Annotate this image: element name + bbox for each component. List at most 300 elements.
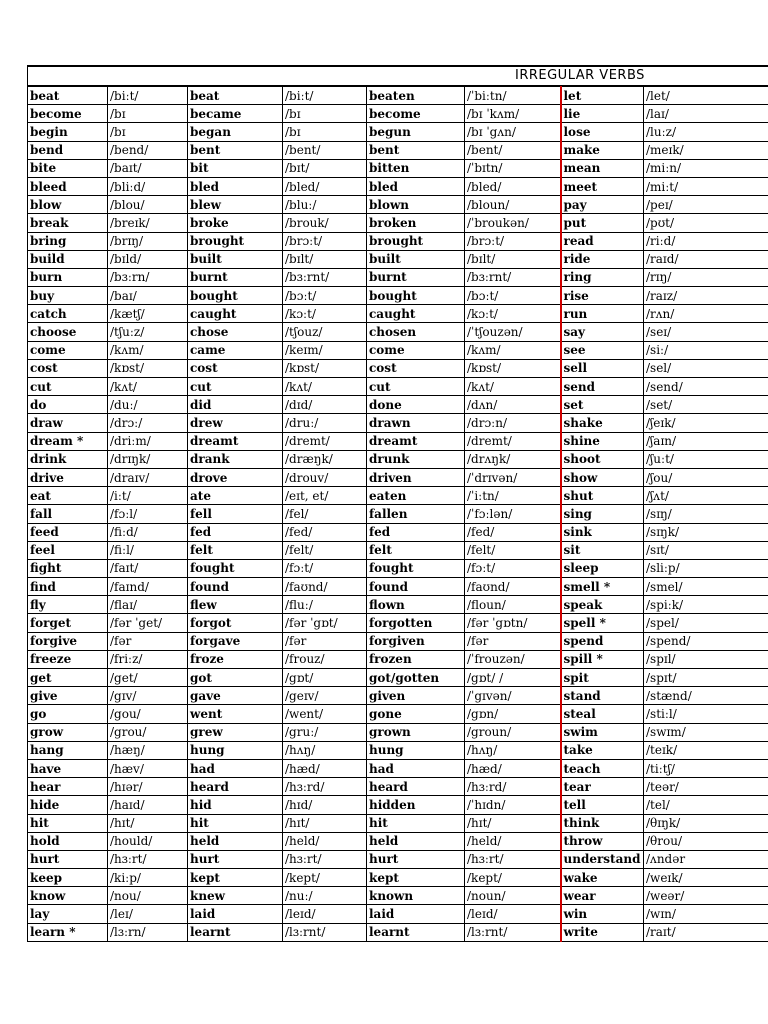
pronunciation-past-participle: /bent/	[465, 141, 561, 159]
pronunciation-past: /kʌt/	[283, 378, 367, 396]
verb-past-participle: laid	[367, 905, 465, 923]
verb-base: blow	[28, 196, 108, 214]
pronunciation-past-participle: /faʊnd/	[465, 578, 561, 596]
pronunciation-base: /tʃuːz/	[108, 323, 188, 341]
pronunciation-past: /bɪ	[283, 105, 367, 123]
verb-base: break	[28, 214, 108, 232]
pronunciation-past-participle: /hæd/	[465, 759, 561, 777]
verb-base: hit	[28, 814, 108, 832]
pronunciation-past-participle: /noun/	[465, 887, 561, 905]
verb-past: bought	[188, 287, 283, 305]
pronunciation-base: /bliːd/	[108, 177, 188, 195]
pronunciation-past-participle: /ˈbiːtn/	[465, 87, 561, 105]
table-row	[28, 778, 768, 796]
pronunciation-past-participle: /felt/	[465, 541, 561, 559]
pronunciation-base-second-column: /ʃeɪk/	[644, 414, 768, 432]
verb-past: had	[188, 759, 283, 777]
verb-base-second-column: ring	[561, 268, 644, 286]
pronunciation-base-second-column: /ʃuːt/	[644, 450, 768, 468]
verb-past-participle: hurt	[367, 850, 465, 868]
pronunciation-past-participle: /gɒn/	[465, 705, 561, 723]
pronunciation-base-second-column: /spiːk/	[644, 596, 768, 614]
verb-past-participle: hidden	[367, 796, 465, 814]
table-row	[28, 723, 768, 741]
verb-base: hide	[28, 796, 108, 814]
verb-past: hung	[188, 741, 283, 759]
table-row	[28, 305, 768, 323]
verb-base-second-column: shake	[561, 414, 644, 432]
verb-base: catch	[28, 305, 108, 323]
verb-base: do	[28, 396, 108, 414]
verb-base-second-column: tell	[561, 796, 644, 814]
verb-past-participle: fed	[367, 523, 465, 541]
verb-past-participle: built	[367, 250, 465, 268]
pronunciation-past-participle: /bɪ ˈgʌn/	[465, 123, 561, 141]
verb-base: eat	[28, 487, 108, 505]
verb-past: caught	[188, 305, 283, 323]
pronunciation-past: /biːt/	[283, 87, 367, 105]
pronunciation-base: /bɜːrn/	[108, 268, 188, 286]
verb-base-second-column: sink	[561, 523, 644, 541]
pronunciation-base: /duː/	[108, 396, 188, 414]
pronunciation-past-participle: /ˈgɪvən/	[465, 687, 561, 705]
table-row	[28, 596, 768, 614]
verb-past-participle: found	[367, 578, 465, 596]
verb-past-participle: brought	[367, 232, 465, 250]
pronunciation-base-second-column: /sɪŋ/	[644, 505, 768, 523]
verb-base-second-column: take	[561, 741, 644, 759]
pronunciation-past: /felt/	[283, 541, 367, 559]
pronunciation-base-second-column: /teər/	[644, 778, 768, 796]
pronunciation-past: /kɒst/	[283, 359, 367, 377]
pronunciation-base-second-column: /miːn/	[644, 159, 768, 177]
table-row	[28, 923, 768, 941]
pronunciation-base-second-column: /rɪŋ/	[644, 268, 768, 286]
pronunciation-past-participle: /fed/	[465, 523, 561, 541]
verb-base: feel	[28, 541, 108, 559]
verb-past-participle: bled	[367, 177, 465, 195]
table-row	[28, 869, 768, 887]
table-row	[28, 887, 768, 905]
verb-past: drank	[188, 450, 283, 468]
verb-past-participle: felt	[367, 541, 465, 559]
verb-past: gave	[188, 687, 283, 705]
pronunciation-base: /iːt/	[108, 487, 188, 505]
verb-base: hold	[28, 832, 108, 850]
verb-past: went	[188, 705, 283, 723]
pronunciation-past: /bluː/	[283, 196, 367, 214]
verb-past: bled	[188, 177, 283, 195]
verb-base-second-column: run	[561, 305, 644, 323]
pronunciation-past-participle: /kɒst/	[465, 359, 561, 377]
verb-base: come	[28, 341, 108, 359]
pronunciation-base: /drɔː/	[108, 414, 188, 432]
pronunciation-past: /keɪm/	[283, 341, 367, 359]
verb-past: froze	[188, 650, 283, 668]
pronunciation-base-second-column: /ʃʌt/	[644, 487, 768, 505]
verb-base-second-column: mean	[561, 159, 644, 177]
verb-past: beat	[188, 87, 283, 105]
pronunciation-past: /eɪt, et/	[283, 487, 367, 505]
verb-past-participle: dreamt	[367, 432, 465, 450]
verb-past: came	[188, 341, 283, 359]
table-row	[28, 268, 768, 286]
pronunciation-past-participle: /bɜːrnt/	[465, 268, 561, 286]
pronunciation-past: /dræŋk/	[283, 450, 367, 468]
pronunciation-past: /fluː/	[283, 596, 367, 614]
verb-base-second-column: spend	[561, 632, 644, 650]
pronunciation-base: /baɪ/	[108, 287, 188, 305]
pronunciation-base-second-column: /siː/	[644, 341, 768, 359]
verb-base: freeze	[28, 650, 108, 668]
pronunciation-past: /kɔːt/	[283, 305, 367, 323]
pronunciation-past-participle: /hɜːrt/	[465, 850, 561, 868]
pronunciation-base-second-column: /meɪk/	[644, 141, 768, 159]
verb-past: bit	[188, 159, 283, 177]
pronunciation-past-participle: /kʌt/	[465, 378, 561, 396]
pronunciation-base: /hould/	[108, 832, 188, 850]
verb-base-second-column: shut	[561, 487, 644, 505]
pronunciation-base: /leɪ/	[108, 905, 188, 923]
verb-past-participle: gone	[367, 705, 465, 723]
pronunciation-base-second-column: /raɪd/	[644, 250, 768, 268]
pronunciation-past-participle: /floun/	[465, 596, 561, 614]
verb-past: hid	[188, 796, 283, 814]
verb-base-second-column: ride	[561, 250, 644, 268]
table-row	[28, 759, 768, 777]
pronunciation-base-second-column: /spel/	[644, 614, 768, 632]
pronunciation-past: /kept/	[283, 869, 367, 887]
verb-past-participle: flown	[367, 596, 465, 614]
verb-past: became	[188, 105, 283, 123]
pronunciation-base: /kiːp/	[108, 869, 188, 887]
verb-base-second-column: sing	[561, 505, 644, 523]
pronunciation-base: /gɪv/	[108, 687, 188, 705]
verb-base: give	[28, 687, 108, 705]
pronunciation-past: /frouz/	[283, 650, 367, 668]
verb-base-second-column: pay	[561, 196, 644, 214]
pronunciation-base: /gou/	[108, 705, 188, 723]
pronunciation-base: /brɪŋ/	[108, 232, 188, 250]
pronunciation-base-second-column: /spend/	[644, 632, 768, 650]
table-row	[28, 832, 768, 850]
pronunciation-base: /bɪ	[108, 123, 188, 141]
verb-past-participle: caught	[367, 305, 465, 323]
pronunciation-past-participle: /kept/	[465, 869, 561, 887]
pronunciation-past-participle: /drʌŋk/	[465, 450, 561, 468]
verb-past-participle: had	[367, 759, 465, 777]
verb-base-second-column: shoot	[561, 450, 644, 468]
verb-base: find	[28, 578, 108, 596]
pronunciation-past: /bɔːt/	[283, 287, 367, 305]
verb-base-second-column: sleep	[561, 559, 644, 577]
verb-base: forget	[28, 614, 108, 632]
verb-past-participle: grown	[367, 723, 465, 741]
pronunciation-base-second-column: /spɪt/	[644, 669, 768, 687]
verb-past-participle: hung	[367, 741, 465, 759]
verb-past: forgot	[188, 614, 283, 632]
pronunciation-base-second-column: /ʌndər	[644, 850, 768, 868]
pronunciation-past: /fed/	[283, 523, 367, 541]
pronunciation-past: /hɜːrd/	[283, 778, 367, 796]
pronunciation-past-participle: /kɔːt/	[465, 305, 561, 323]
pronunciation-base-second-column: /sel/	[644, 359, 768, 377]
verb-past: learnt	[188, 923, 283, 941]
verb-base-second-column: spell *	[561, 614, 644, 632]
pronunciation-base: /grou/	[108, 723, 188, 741]
table-row	[28, 287, 768, 305]
pronunciation-past-participle: /bɪ ˈkʌm/	[465, 105, 561, 123]
pronunciation-base: /blou/	[108, 196, 188, 214]
table-row	[28, 669, 768, 687]
table-row	[28, 487, 768, 505]
table-row	[28, 541, 768, 559]
pronunciation-past-participle: /drɔːn/	[465, 414, 561, 432]
pronunciation-past-participle: /ˈfrouzən/	[465, 650, 561, 668]
table-row	[28, 905, 768, 923]
pronunciation-base: /hæŋ/	[108, 741, 188, 759]
verb-base-second-column: steal	[561, 705, 644, 723]
pronunciation-base: /fiːd/	[108, 523, 188, 541]
pronunciation-past-participle: /fər ˈgɒtn/	[465, 614, 561, 632]
table-row	[28, 578, 768, 596]
pronunciation-past: /dremt/	[283, 432, 367, 450]
verb-base: fall	[28, 505, 108, 523]
verb-base-second-column: send	[561, 378, 644, 396]
pronunciation-past: /fər	[283, 632, 367, 650]
verb-base-second-column: write	[561, 923, 644, 941]
verb-base-second-column: win	[561, 905, 644, 923]
pronunciation-past: /tʃouz/	[283, 323, 367, 341]
table-row	[28, 341, 768, 359]
verb-base: know	[28, 887, 108, 905]
pronunciation-base-second-column: /pʊt/	[644, 214, 768, 232]
table-row	[28, 650, 768, 668]
verb-base-second-column: meet	[561, 177, 644, 195]
page-title: IRREGULAR VERBS	[515, 68, 645, 83]
table-row	[28, 323, 768, 341]
pronunciation-base-second-column: /ʃaɪn/	[644, 432, 768, 450]
pronunciation-past: /lɜːrnt/	[283, 923, 367, 941]
pronunciation-past: /dɪd/	[283, 396, 367, 414]
table-row	[28, 196, 768, 214]
verb-past: blew	[188, 196, 283, 214]
pronunciation-past: /hæd/	[283, 759, 367, 777]
verb-past: fell	[188, 505, 283, 523]
pronunciation-base-second-column: /θɪŋk/	[644, 814, 768, 832]
verb-past-participle: kept	[367, 869, 465, 887]
verb-past-participle: cost	[367, 359, 465, 377]
verb-past-participle: known	[367, 887, 465, 905]
pronunciation-past-participle: /fər	[465, 632, 561, 650]
verb-past: grew	[188, 723, 283, 741]
pronunciation-past-participle: /lɜːrnt/	[465, 923, 561, 941]
pronunciation-past-participle: /ˈiːtn/	[465, 487, 561, 505]
table-row	[28, 414, 768, 432]
pronunciation-past: /hɪt/	[283, 814, 367, 832]
verb-past: hurt	[188, 850, 283, 868]
pronunciation-past-participle: /kʌm/	[465, 341, 561, 359]
pronunciation-base-second-column: /send/	[644, 378, 768, 396]
verb-base: keep	[28, 869, 108, 887]
pronunciation-past: /druː/	[283, 414, 367, 432]
pronunciation-base: /hɜːrt/	[108, 850, 188, 868]
verb-base-second-column: read	[561, 232, 644, 250]
irregular-verbs-sheet	[27, 65, 768, 942]
pronunciation-base: /bend/	[108, 141, 188, 159]
table-row	[28, 523, 768, 541]
table-row	[28, 177, 768, 195]
pronunciation-base-second-column: /raɪz/	[644, 287, 768, 305]
pronunciation-base: /driːm/	[108, 432, 188, 450]
verb-base: hurt	[28, 850, 108, 868]
verb-past: felt	[188, 541, 283, 559]
verb-past: bent	[188, 141, 283, 159]
pronunciation-base: /haɪd/	[108, 796, 188, 814]
pronunciation-past-participle: /groun/	[465, 723, 561, 741]
pronunciation-past-participle: /ˈtʃouzən/	[465, 323, 561, 341]
pronunciation-past: /hɜːrt/	[283, 850, 367, 868]
verb-base: learn *	[28, 923, 108, 941]
pronunciation-base: /hɪt/	[108, 814, 188, 832]
verb-base: bring	[28, 232, 108, 250]
verb-past-participle: forgotten	[367, 614, 465, 632]
verb-base: cost	[28, 359, 108, 377]
verb-base-second-column: stand	[561, 687, 644, 705]
verb-past: found	[188, 578, 283, 596]
pronunciation-past-participle: /gɒt/ /	[465, 669, 561, 687]
pronunciation-base-second-column: /let/	[644, 87, 768, 105]
pronunciation-past: /hɪd/	[283, 796, 367, 814]
pronunciation-base: /hɪər/	[108, 778, 188, 796]
pronunciation-past: /gɒt/	[283, 669, 367, 687]
verb-base-second-column: make	[561, 141, 644, 159]
pronunciation-base-second-column: /luːz/	[644, 123, 768, 141]
pronunciation-past-participle: /held/	[465, 832, 561, 850]
pronunciation-base-second-column: /wɪn/	[644, 905, 768, 923]
pronunciation-base: /biːt/	[108, 87, 188, 105]
verb-past-participle: given	[367, 687, 465, 705]
verb-past-participle: cut	[367, 378, 465, 396]
verb-past-participle: come	[367, 341, 465, 359]
pronunciation-past-participle: /fɔːt/	[465, 559, 561, 577]
table-row	[28, 87, 768, 105]
verb-past: forgave	[188, 632, 283, 650]
pronunciation-past: /hʌŋ/	[283, 741, 367, 759]
verb-base-second-column: shine	[561, 432, 644, 450]
verb-past-participle: got/gotten	[367, 669, 465, 687]
verb-base: bend	[28, 141, 108, 159]
verb-base-second-column: say	[561, 323, 644, 341]
table-row	[28, 159, 768, 177]
verb-base: drive	[28, 468, 108, 486]
verb-past: dreamt	[188, 432, 283, 450]
pronunciation-past: /faʊnd/	[283, 578, 367, 596]
table-row	[28, 559, 768, 577]
pronunciation-past: /went/	[283, 705, 367, 723]
pronunciation-base-second-column: /tiːtʃ/	[644, 759, 768, 777]
pronunciation-past-participle: /bɔːt/	[465, 287, 561, 305]
pronunciation-base: /faɪt/	[108, 559, 188, 577]
verb-base-second-column: sit	[561, 541, 644, 559]
verb-past-participle: bought	[367, 287, 465, 305]
pronunciation-base-second-column: /spɪl/	[644, 650, 768, 668]
pronunciation-past: /gruː/	[283, 723, 367, 741]
verb-past: flew	[188, 596, 283, 614]
verb-past-participle: chosen	[367, 323, 465, 341]
verb-base: grow	[28, 723, 108, 741]
verb-past-participle: bent	[367, 141, 465, 159]
pronunciation-base-second-column: /sliːp/	[644, 559, 768, 577]
table-row	[28, 396, 768, 414]
verb-past: laid	[188, 905, 283, 923]
verb-past: chose	[188, 323, 283, 341]
verb-past: brought	[188, 232, 283, 250]
pronunciation-past: /geɪv/	[283, 687, 367, 705]
verb-base-second-column: speak	[561, 596, 644, 614]
pronunciation-past-participle: /hɜːrd/	[465, 778, 561, 796]
title-row	[27, 67, 768, 86]
pronunciation-past-participle: /ˈbroukən/	[465, 214, 561, 232]
verb-base-second-column: tear	[561, 778, 644, 796]
table-row	[28, 450, 768, 468]
pronunciation-past-participle: /bɪlt/	[465, 250, 561, 268]
pronunciation-base: /draɪv/	[108, 468, 188, 486]
verb-base: drink	[28, 450, 108, 468]
pronunciation-base-second-column: /riːd/	[644, 232, 768, 250]
verb-base: bleed	[28, 177, 108, 195]
pronunciation-base: /fiːl/	[108, 541, 188, 559]
pronunciation-base: /bɪld/	[108, 250, 188, 268]
verb-base-second-column: let	[561, 87, 644, 105]
verb-base: bite	[28, 159, 108, 177]
verb-past: began	[188, 123, 283, 141]
verb-base: cut	[28, 378, 108, 396]
verb-past-participle: heard	[367, 778, 465, 796]
pronunciation-base-second-column: /laɪ/	[644, 105, 768, 123]
table-row	[28, 814, 768, 832]
verb-past-participle: done	[367, 396, 465, 414]
pronunciation-base-second-column: /θrou/	[644, 832, 768, 850]
pronunciation-base: /get/	[108, 669, 188, 687]
verb-base: build	[28, 250, 108, 268]
verb-past-participle: become	[367, 105, 465, 123]
verb-base-second-column: understand	[561, 850, 644, 868]
verb-past-participle: drawn	[367, 414, 465, 432]
pronunciation-base-second-column: /seɪ/	[644, 323, 768, 341]
verb-past-participle: forgiven	[367, 632, 465, 650]
pronunciation-base-second-column: /set/	[644, 396, 768, 414]
verb-base-second-column: swim	[561, 723, 644, 741]
verb-base-second-column: smell *	[561, 578, 644, 596]
table-row	[28, 850, 768, 868]
verb-base: fight	[28, 559, 108, 577]
pronunciation-base-second-column: /weɪk/	[644, 869, 768, 887]
pronunciation-past-participle: /dremt/	[465, 432, 561, 450]
table-row	[28, 214, 768, 232]
pronunciation-past: /bɪ	[283, 123, 367, 141]
verbs-table	[27, 86, 768, 942]
pronunciation-past-participle: /dʌn/	[465, 396, 561, 414]
table-row	[28, 632, 768, 650]
verb-past-participle: hit	[367, 814, 465, 832]
verb-base: forgive	[28, 632, 108, 650]
pronunciation-base-second-column: /rʌn/	[644, 305, 768, 323]
table-row	[28, 687, 768, 705]
pronunciation-past: /brouk/	[283, 214, 367, 232]
verb-past-participle: fought	[367, 559, 465, 577]
verb-past: did	[188, 396, 283, 414]
